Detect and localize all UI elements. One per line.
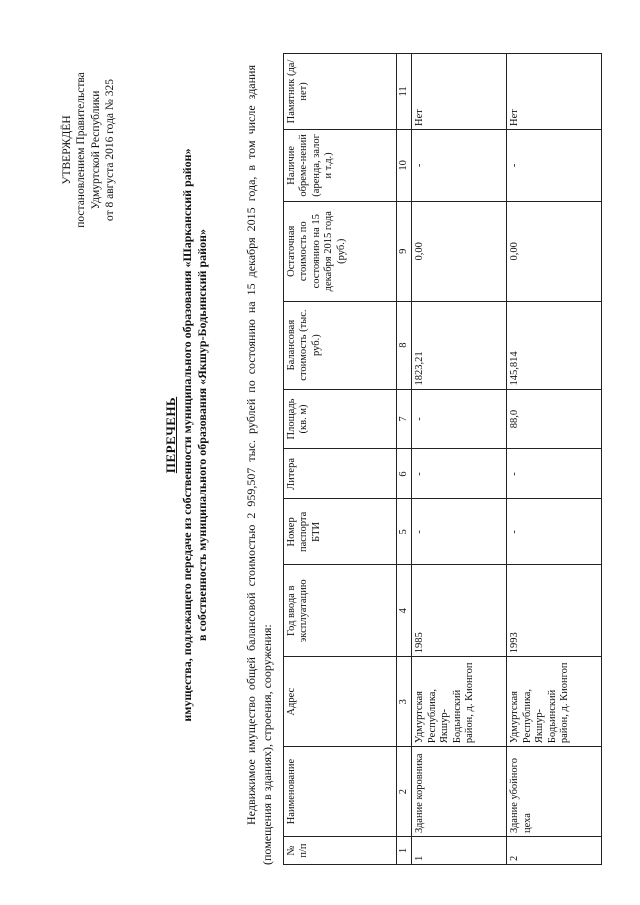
column-number: 7 [397,389,412,449]
row-balance: 1823,21 [412,301,507,389]
row-bti: - [507,499,602,565]
approval-stamp [60,35,118,265]
column-number: 6 [397,449,412,499]
column-header: Памятник (да/нет) [284,54,397,130]
row-number: 2 [507,837,602,865]
row-year: 1993 [507,565,602,657]
row-litera: - [507,449,602,499]
document-subtitle-1: имущества, подлежащего передаче из собственности муниципального образования «Шарканский район» [179,148,194,722]
column-number: 1 [397,837,412,865]
table-header-row [284,54,397,865]
document-subtitle-2: в собственность муниципального образования «Якшур-Бодьинский район» [195,229,210,641]
row-residual: 0,00 [412,201,507,301]
column-header: Наименование [284,747,397,837]
row-address: Удмуртская Республика, Якшур-Бодьинский район, д. Кионгоп [412,657,507,747]
column-number: 8 [397,301,412,389]
row-monument: Нет [507,54,602,130]
column-number: 10 [397,129,412,201]
column-number: 5 [397,499,412,565]
column-header: Наличие обреме-нений (аренда, залог и т.д.) [284,129,397,201]
approval-line-4: от 8 августа 2016 года № 325 [104,78,117,222]
row-residual: 0,00 [507,201,602,301]
approval-line-2: постановлением Правительства [75,72,88,228]
row-year: 1985 [412,565,507,657]
row-area: 88,0 [507,389,602,449]
row-encumbrance: - [412,129,507,201]
column-header: Литера [284,449,397,499]
column-header: Адрес [284,657,397,747]
row-name: Здание коровника [412,747,507,837]
table-row [412,54,507,865]
column-header: Балансовая стоимость (тыс. руб.) [284,301,397,389]
intro-paragraph: Недвижимое имущество общей балансовой стоимостью 2 959,507 тыс. рублей по состоянию на 15 декабря 2015 года, в том числе здания (помещения в зданиях), строения, сооружения: [244,65,275,865]
table-row [507,54,602,865]
column-number: 4 [397,565,412,657]
row-bti: - [412,499,507,565]
row-litera: - [412,449,507,499]
column-number: 3 [397,657,412,747]
column-header: Остаточная стоимость по состоянию на 15 декабря 2015 года (руб.) [284,201,397,301]
column-header: Номер паспорта БТИ [284,499,397,565]
row-name: Здание убойного цеха [507,747,602,837]
property-table [283,53,602,865]
column-header: Площадь (кв. м) [284,389,397,449]
row-area: - [412,389,507,449]
row-number: 1 [412,837,507,865]
document-heading [163,85,211,785]
column-header: Год ввода в эксплуатацию [284,565,397,657]
approval-word: УТВЕРЖДЁН [61,115,73,185]
column-number: 2 [397,747,412,837]
column-number: 9 [397,201,412,301]
approval-line-3: Удмуртской Республики [89,90,102,210]
row-encumbrance: - [507,129,602,201]
column-number-row [397,54,412,865]
row-monument: Нет [412,54,507,130]
column-header: № п/п [284,837,397,865]
row-balance: 145,814 [507,301,602,389]
row-address: Удмуртская Республика, Якшур-Бодьинский район, д. Кионгоп [507,657,602,747]
column-number: 11 [397,54,412,130]
document-title: ПЕРЕЧЕНЬ [163,396,178,474]
